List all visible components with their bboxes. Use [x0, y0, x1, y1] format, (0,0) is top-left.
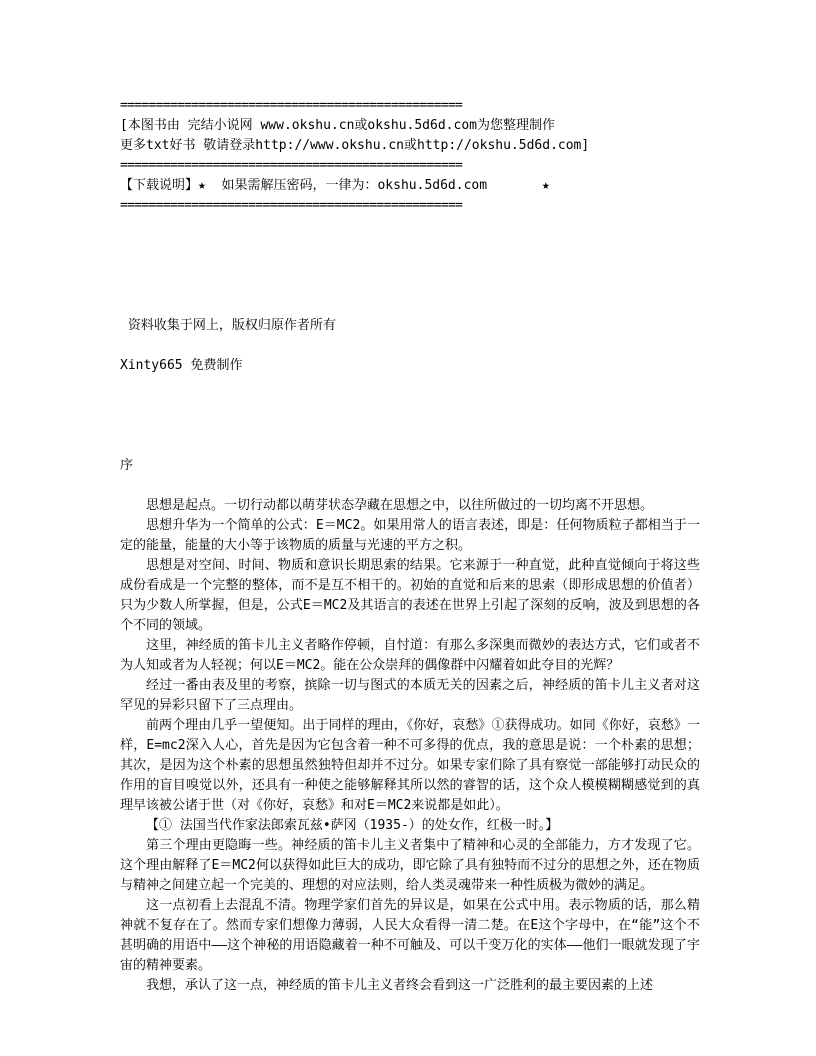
preface-heading: 序	[120, 458, 134, 473]
paragraph: 思想是起点。一切行动都以萌芽状态孕藏在思想之中，以往所做过的一切均离不开思想。	[146, 498, 654, 513]
separator-line: ================================================	[120, 98, 463, 113]
source-notice-line-1: [本图书由 完结小说网 www.okshu.cn或okshu.5d6d.com为您整理制作	[120, 118, 555, 133]
document-page	[120, 96, 700, 996]
separator-line: ================================================	[120, 198, 463, 213]
source-notice-line-2: 更多txt好书 敬请登录http://www.okshu.cn或http://okshu.5d6d.com]	[120, 138, 590, 153]
paragraph: 这一点初看上去混乱不清。物理学家们首先的异议是，如果在公式中用。表示物质的话，那么精神就不复存在了。然而专家们想像力薄弱，人民大众看得一清二楚。在E这个字母中，在“能”这个不甚明确的用语中——这个神秘的用语隐藏着一种不可触及、可以千变万化的实体——他们一眼就发现了宇宙的精神要素。	[120, 898, 700, 973]
maker-credit: Xinty665 免费制作	[120, 358, 243, 373]
download-note: 【下载说明】★ 如果需解压密码，一律为：okshu.5d6d.com ★	[120, 178, 550, 193]
paragraph: 前两个理由几乎一望便知。出于同样的理由，《你好，哀愁》①获得成功。如同《你好，哀愁》一样，E=mc2深入人心，首先是因为它包含着一种不可多得的优点，我的意思是说：一个朴素的思想；其次，是因为这个朴素的思想虽然独特但却并不过分。如果专家们除了具有察觉一部能够打动民众的作用的盲目嗅觉以外，还具有一种使之能够解释其所以然的睿智的话，这个众人模模糊糊感觉到的真理早该被公诸于世（对《你好，哀愁》和对E＝MC2来说都是如此）。	[120, 718, 700, 813]
paragraph: 我想，承认了这一点，神经质的笛卡儿主义者终会看到这一广泛胜利的最主要因素的上述	[146, 978, 654, 993]
paragraph: 经过一番由表及里的考察，摈除一切与图式的本质无关的因素之后，神经质的笛卡儿主义者对这罕见的异彩只留下了三点理由。	[120, 678, 700, 713]
paragraph: 思想升华为一个简单的公式：E＝MC2。如果用常人的语言表述，即是：任何物质粒子都相当于一定的能量，能量的大小等于该物质的质量与光速的平方之积。	[120, 518, 700, 553]
paragraph: 思想是对空间、时间、物质和意识长期思索的结果。它来源于一种直觉，此种直觉倾向于将这些成份看成是一个完整的整体，而不是互不相干的。初始的直觉和后来的思索（即形成思想的价值者）只为少数人所掌握，但是，公式E＝MC2及其语言的表述在世界上引起了深刻的反响，波及到思想的各个不同的领域。	[120, 558, 700, 633]
copyright-note: 资料收集于网上，版权归原作者所有	[120, 318, 336, 333]
paragraph: 第三个理由更隐晦一些。神经质的笛卡儿主义者集中了精神和心灵的全部能力，方才发现了它。这个理由解释了E＝MC2何以获得如此巨大的成功，即它除了具有独特而不过分的思想之外，还在物质与精神之间建立起一个完美的、理想的对应法则，给人类灵魂带来一种性质极为微妙的满足。	[120, 838, 700, 893]
footnote: 【① 法国当代作家法郎索瓦兹•萨冈（1935-）的处女作，红极一时。】	[146, 818, 559, 833]
paragraph: 这里，神经质的笛卡儿主义者略作停顿，自忖道：有那么多深奥而微妙的表达方式，它们或者不为人知或者为人轻视；何以E＝MC2。能在公众崇拜的偶像群中闪耀着如此夺目的光辉？	[120, 638, 700, 673]
separator-line: ================================================	[120, 158, 463, 173]
